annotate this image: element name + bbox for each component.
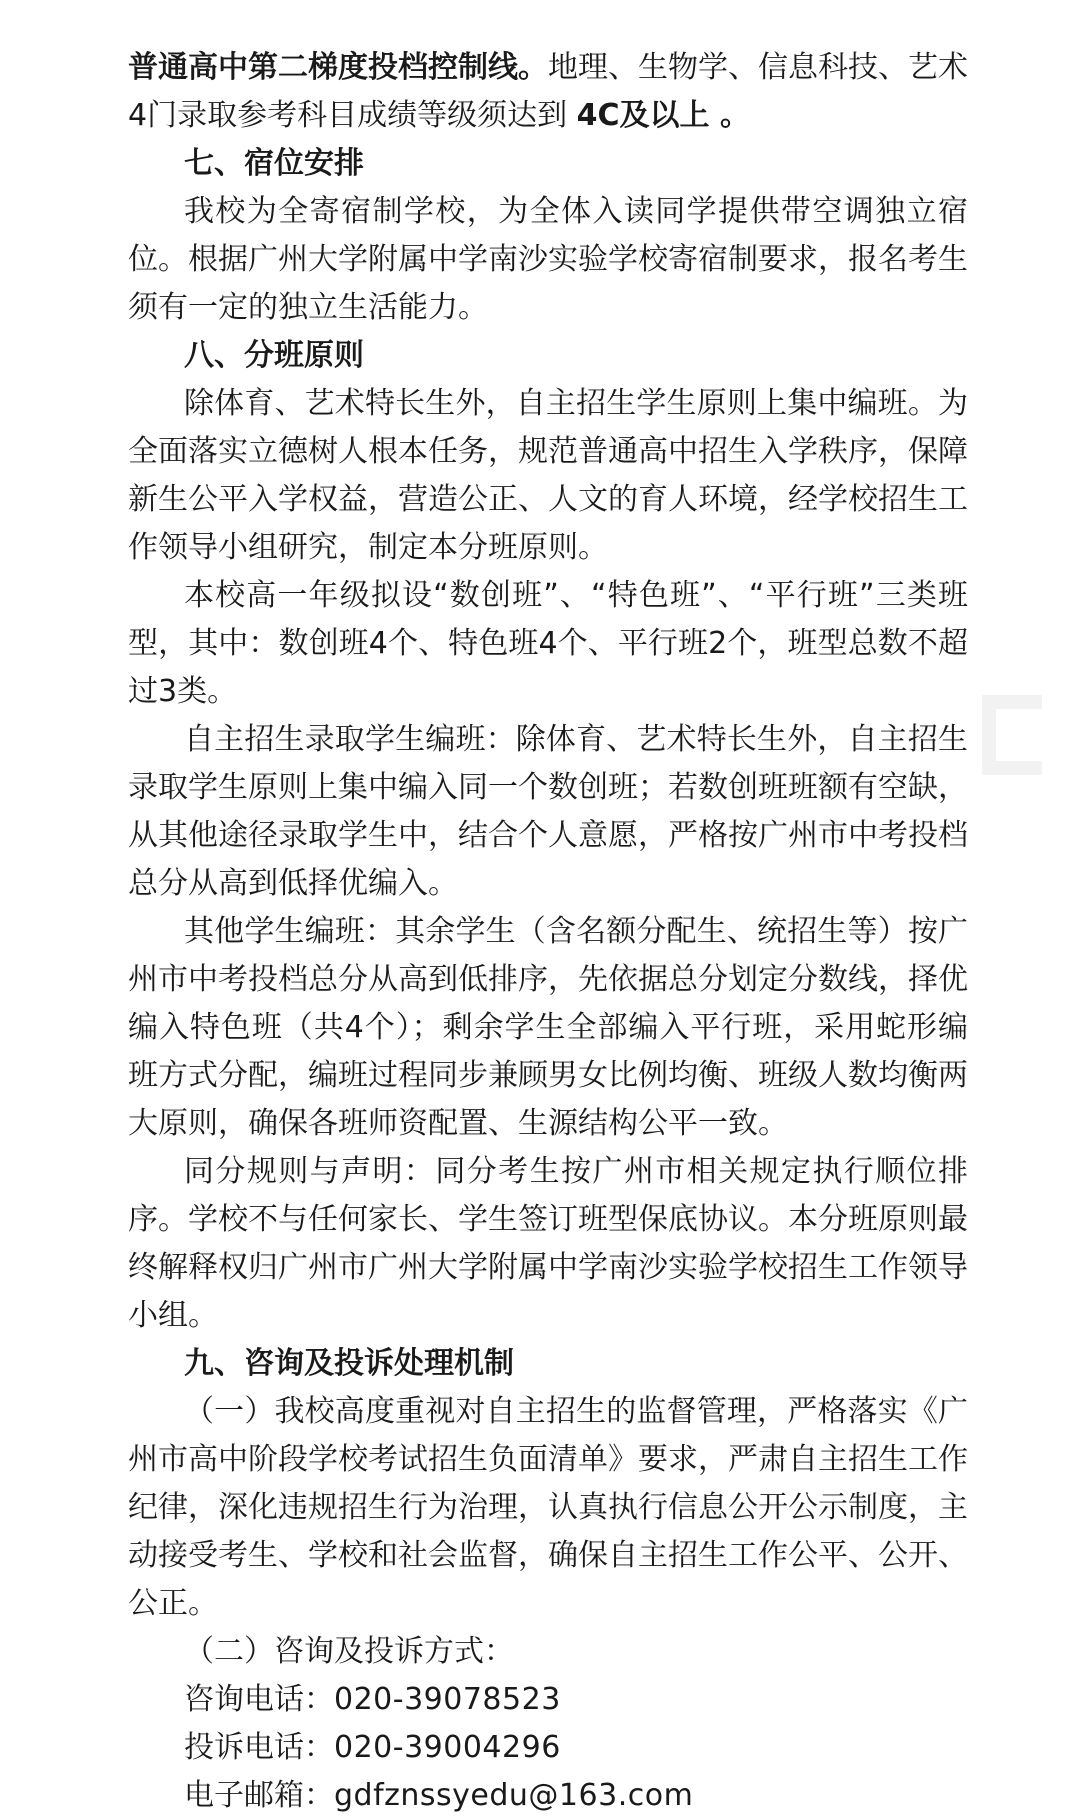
contact-complaint-label: 投诉电话： — [184, 1730, 334, 1765]
section8-heading: 八、分班原则 — [184, 338, 364, 373]
section9-paragraph-1: （一）我校高度重视对自主招生的监督管理，严格落实《广州市高中阶段学校考试招生负面清单》要求，严肃自主招生工作纪律，深化违规招生行为治理，认真执行信息公开公示制度，主动接受考生、学校和社会监督，确保自主招生工作公平、公开、公正。 — [128, 1394, 968, 1621]
section7-paragraph-1: 我校为全寄宿制学校，为全体入读同学提供带空调独立宿位。根据广州大学附属中学南沙实验学校寄宿制要求，报名考生须有一定的独立生活能力。 — [128, 194, 968, 325]
contact-consult-value[interactable]: 020-39078523 — [334, 1682, 561, 1717]
intro-bold-start: 普通高中第二梯度投档控制线。 — [128, 50, 548, 85]
contact-email-value[interactable]: gdfznssyedu@163.com — [334, 1778, 694, 1813]
section9-heading: 九、咨询及投诉处理机制 — [184, 1346, 514, 1381]
contact-complaint-value[interactable]: 020-39004296 — [334, 1730, 561, 1765]
section8-paragraph-2: 本校高一年级拟设“数创班”、“特色班”、“平行班”三类班型，其中：数创班4个、特色班4个、平行班2个，班型总数不超过3类。 — [128, 578, 968, 709]
contact-email-label: 电子邮箱： — [184, 1778, 334, 1813]
section8-paragraph-1: 除体育、艺术特长生外，自主招生学生原则上集中编班。为全面落实立德树人根本任务，规范普通高中招生入学秩序，保障新生公平入学权益，营造公正、人文的育人环境，经学校招生工作领导小组研究，制定本分班原则。 — [128, 386, 968, 565]
document-body — [128, 44, 968, 1820]
section8-paragraph-5: 同分规则与声明：同分考生按广州市相关规定执行顺位排序。学校不与任何家长、学生签订班型保底协议。本分班原则最终解释权归广州市广州大学附属中学南沙实验学校招生工作领导小组。 — [128, 1154, 968, 1333]
intro-bold-end: 4C及以上 — [576, 98, 710, 133]
section8-paragraph-4: 其他学生编班：其余学生（含名额分配生、统招生等）按广州市中考投档总分从高到低排序，先依据总分划定分数线，择优编入特色班（共4个）；剩余学生全部编入平行班，采用蛇形编班方式分配，编班过程同步兼顾男女比例均衡、班级人数均衡两大原则，确保各班师资配置、生源结构公平一致。 — [128, 914, 968, 1141]
contact-email — [128, 1772, 968, 1820]
intro-tail: 。 — [709, 98, 750, 133]
contact-consult-label: 咨询电话： — [184, 1682, 334, 1717]
contact-complaint-phone — [128, 1724, 968, 1772]
section8-paragraph-3: 自主招生录取学生编班：除体育、艺术特长生外，自主招生录取学生原则上集中编入同一个数创班；若数创班班额有空缺，从其他途径录取学生中，结合个人意愿，严格按广州市中考投档总分从高到低择优编入。 — [128, 722, 968, 901]
contact-consult-phone — [128, 1676, 968, 1724]
section9-paragraph-2: （二）咨询及投诉方式： — [184, 1634, 514, 1669]
section7-heading: 七、宿位安排 — [184, 146, 364, 181]
intro-paragraph — [128, 44, 968, 140]
intro-middle: 地理、生物学、信息科技、艺术4门录取参考科目成绩等级须达到 — [128, 50, 968, 133]
faint-edge-mark — [982, 695, 1042, 775]
